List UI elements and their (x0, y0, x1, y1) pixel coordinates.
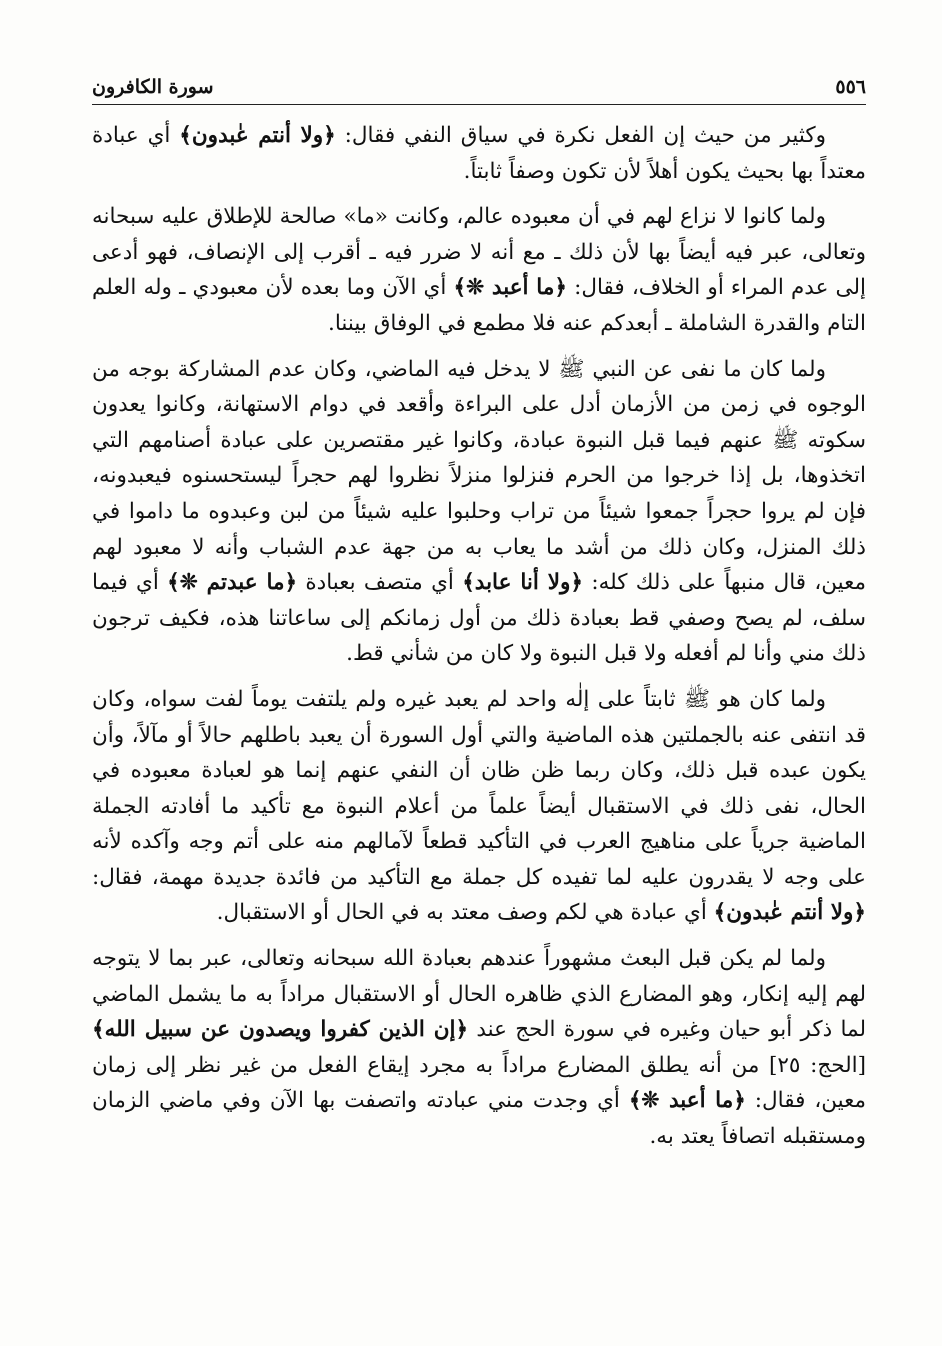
paragraph (92, 941, 866, 1155)
paragraph (92, 352, 866, 672)
surah-title: سورة الكافرون (92, 76, 214, 98)
paragraph (92, 199, 866, 341)
quran-quote: ﴿ما أعبد ❊﴾ (628, 1088, 746, 1114)
text-segment: ولما لم يكن قبل البعث مشهوراً عندهم بعبادة الله سبحانه وتعالى، عبر بما لا يتوجه لهم إليه إنكار، وهو المضارع الذي ظاهره الحال أو الاستقبال مراداً به ما يشمل الماضي لما ذكر أبو حيان وغيره في سورة الحج عند (92, 946, 867, 1043)
quran-quote: ﴿إن الذين كفروا ويصدون عن سبيل الله﴾ (92, 1017, 469, 1043)
text-segment: ولما كان هو ﷺ ثابتاً على إلٰه واحد لم يعبد غيره ولم يلتفت يوماً لفت سواه، وكان قد انتفى عنه بالجملتين هذه الماضية والتي أول السورة أن يعبد باطلهم حالاً أو مآلاً، وأن يكون عبده قبل ذلك، وكان ربما ظن ظان أن النفي عنهم إنما هو لعبادة معبوده في الحال، نفى ذلك في الاستقبال أيضاً علماً من أعلام النبوة مع تأكيد ما أفادته الجملة الماضية جرياً على مناهيج العرب في التأكيد قطعاً لآمالهم منه على أتم وجه وآكده لأنه على وجه لا يقدرون عليه لما تفيده كل جملة مع التأكيد من فائدة جديدة مهمة، فقال: (92, 686, 866, 890)
paragraph (92, 118, 866, 189)
text-segment: أي فيما سلف، لم يصح وصفي قط بعبادة ذلك من أول زمانكم إلى ساعاتنا هذه، فكيف ترجون ذلك مني وأنا لم أفعله ولا قبل النبوة ولا كان من شأني قط. (92, 570, 866, 667)
page-number: ٥٥٦ (835, 76, 866, 98)
text-segment: [الحج: ٢٥] من أنه يطلق المضارع مراداً به مجرد إيقاع الفعل من غير نظر إلى زمان معين، فقال: (92, 1052, 866, 1114)
text-segment: أي الآن وما بعده لأن معبودي ـ وله العلم التام والقدرة الشاملة ـ أبعدكم عنه فلا مطمع في الوفاق بيننا. (92, 275, 866, 336)
quran-quote: ﴿ولا أنا عابد﴾ (462, 570, 584, 596)
quran-quote: ﴿ما أعبد ❊﴾ (453, 275, 567, 301)
text-segment: أي متصف بعبادة (297, 570, 463, 596)
paragraph (92, 682, 866, 931)
text-segment: أي عبادة معتداً بها بحيث يكون أهلاً لأن تكون وصفاً ثابتاً. (92, 123, 866, 184)
text-segment: أي عبادة هي لكم وصف معتد به في الحال أو الاستقبال. (216, 900, 714, 926)
quran-quote: ﴿ولا أنتم عٰبدون﴾ (179, 123, 336, 148)
text-segment: أي وجدت مني عبادته واتصفت بها الآن وفي ماضي الزمان ومستقبله اتصافاً يعتد به. (92, 1088, 866, 1150)
text-segment: وكثير من حيث إن الفعل نكرة في سياق النفي فقال: (335, 123, 826, 148)
quran-quote: ﴿ما عبدتم ❊﴾ (167, 570, 298, 596)
page-header (92, 66, 866, 105)
tafsir-body (92, 118, 866, 1165)
text-segment: ولما كانوا لا نزاع لهم في أن معبوده عالم، وكانت «ما» صالحة للإطلاق عليه سبحانه وتعالى، عبر فيه أيضاً بها لأن ذلك ـ مع أنه لا ضرر فيه ـ أقرب إلى الإنصاف، فهو أدعى إلى عدم المراء أو الخلاف، فقال: (92, 204, 866, 301)
quran-quote: ﴿ولا أنتم عٰبدون﴾ (713, 900, 866, 926)
text-segment: ولما كان ما نفى عن النبي ﷺ لا يدخل فيه الماضي، وكان عدم المشاركة بوجه من الوجوه في زمن من الأزمان أدل على البراءة وأقعد في دوام الاستهانة، وكانوا يعدون سكوته ﷺ عنهم فيما قبل النبوة عبادة، وكانوا غير مقتصرين على عبادة أصنامهم التي اتخذوها، بل إذا خرجوا من الحرم فنزلوا منزلاً نظروا لهم حجراً ليستحسنوه فيعبدونه، فإن لم يروا حجراً جمعوا شيئاً من تراب وحلبوا عليه شيئاً من لبن وعبدوه ما داموا في ذلك المنزل، وكان ذلك من أشد ما يعاب به من جهة عدم الشباب وأنه لا معبود لهم معين، قال منبهاً على ذلك كله: (92, 356, 867, 596)
